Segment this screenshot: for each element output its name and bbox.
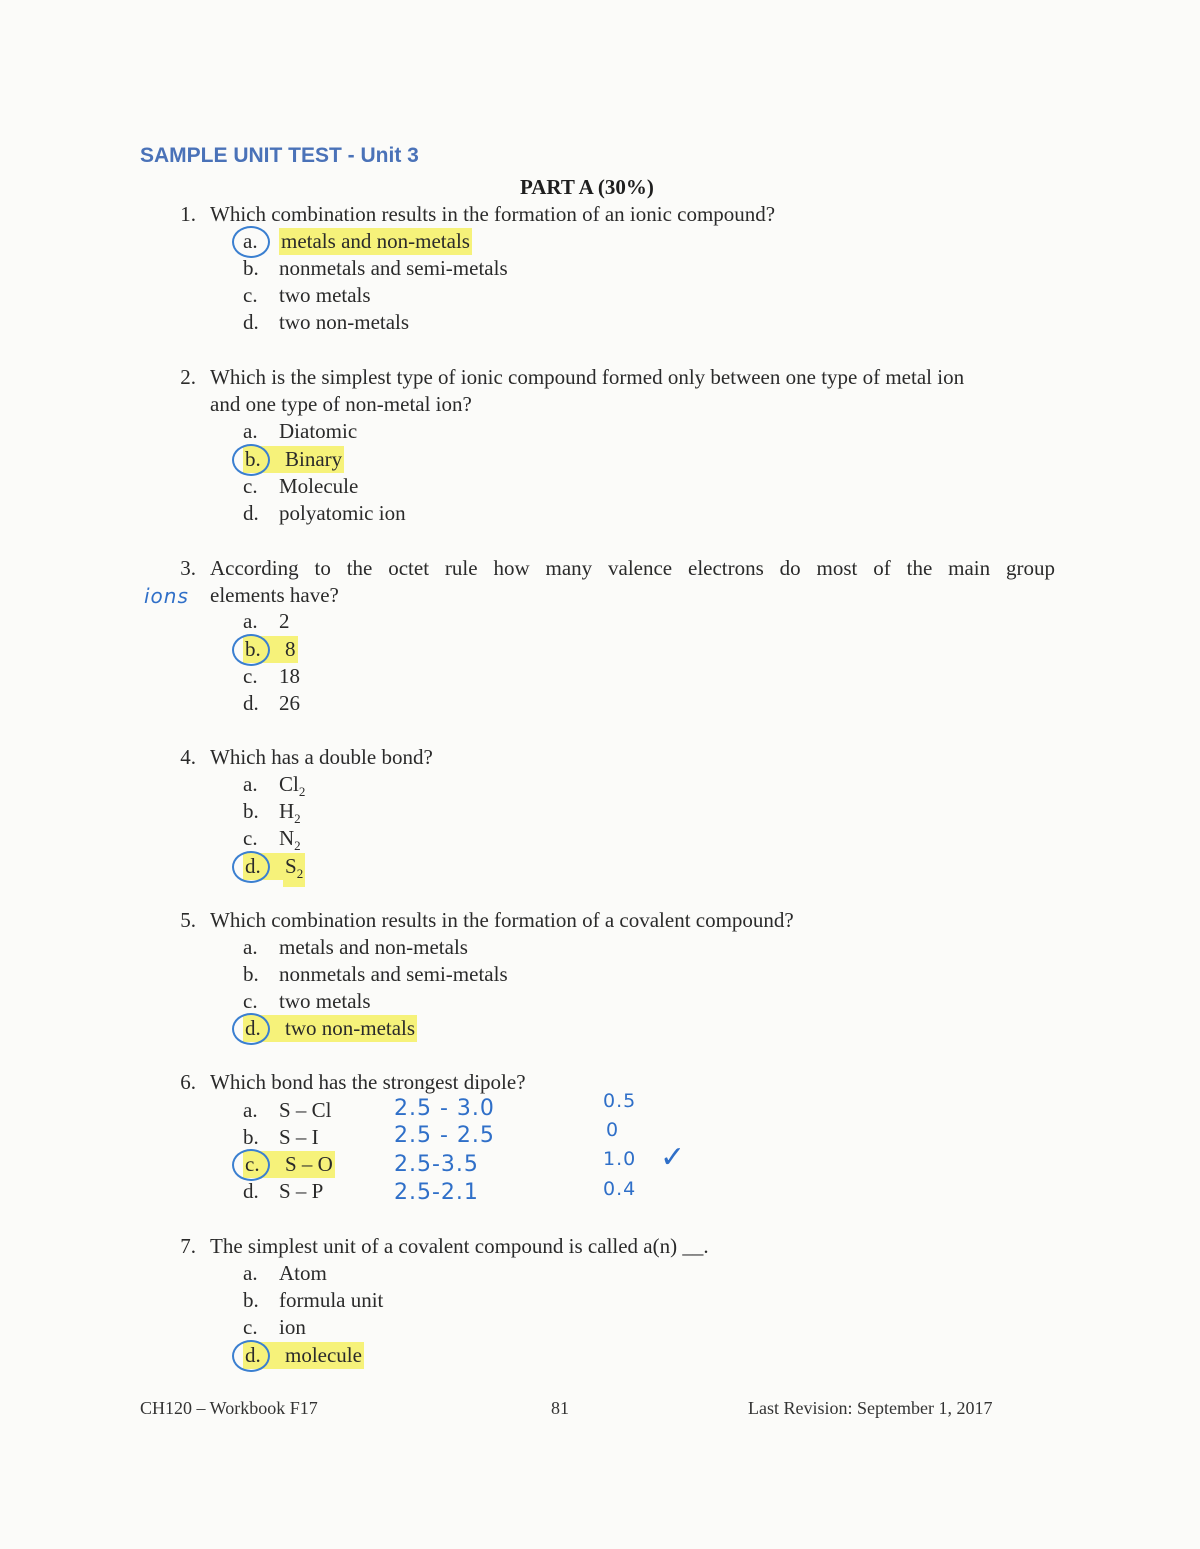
option-1c bbox=[243, 282, 371, 309]
option-text: two non-metals bbox=[285, 1016, 416, 1040]
option-5b bbox=[243, 961, 508, 988]
handwritten-en-pair: 2.5 - 2.5 bbox=[394, 1123, 495, 1148]
option-4a bbox=[243, 771, 305, 798]
option-letter: a. bbox=[243, 229, 258, 253]
handwritten-checkmark-icon: ✓ bbox=[660, 1140, 687, 1175]
option-text: polyatomic ion bbox=[279, 501, 406, 525]
question-text: Which combination results in the formation of a covalent compound? bbox=[210, 908, 794, 932]
option-text: ion bbox=[279, 1315, 306, 1339]
footer-course: CH120 – Workbook F17 bbox=[140, 1398, 318, 1418]
option-letter: c. bbox=[245, 1152, 260, 1176]
footer-page-number: 81 bbox=[551, 1398, 569, 1418]
option-5a bbox=[243, 934, 468, 961]
option-letter: a. bbox=[243, 419, 258, 443]
option-1a bbox=[243, 228, 472, 255]
option-text: nonmetals and semi-metals bbox=[279, 962, 508, 986]
question-number: 2. bbox=[180, 365, 196, 389]
answer-circle bbox=[232, 851, 270, 883]
subscript: 2 bbox=[296, 866, 304, 882]
option-text: 8 bbox=[285, 637, 296, 661]
option-letter: b. bbox=[243, 1125, 259, 1149]
question-text: The simplest unit of a covalent compound is called a(n) __. bbox=[210, 1234, 709, 1258]
option-7b bbox=[243, 1287, 383, 1314]
option-2c bbox=[243, 473, 358, 500]
option-text: formula unit bbox=[279, 1288, 384, 1312]
option-5d bbox=[243, 1015, 417, 1042]
option-letter: d. bbox=[245, 854, 261, 878]
subscript: 2 bbox=[294, 811, 301, 827]
option-text: S – P bbox=[279, 1179, 324, 1203]
option-text: molecule bbox=[285, 1343, 362, 1367]
option-letter: d. bbox=[243, 1179, 259, 1203]
question-number: 7. bbox=[180, 1234, 196, 1258]
question-number: 6. bbox=[180, 1070, 196, 1094]
option-text: Molecule bbox=[279, 474, 359, 498]
question-text: Which combination results in the formation of an ionic compound? bbox=[210, 202, 776, 226]
option-text: S – O bbox=[285, 1152, 333, 1176]
answer-circle bbox=[232, 226, 270, 258]
question-text: According to the octet rule how many valence electrons do most of the main group bbox=[210, 556, 1055, 580]
option-3c bbox=[243, 663, 300, 690]
option-2b bbox=[243, 446, 344, 473]
option-6b bbox=[243, 1124, 319, 1151]
option-letter: c. bbox=[243, 989, 258, 1013]
option-4c bbox=[243, 825, 301, 852]
option-letter: d. bbox=[243, 691, 259, 715]
option-7d bbox=[243, 1342, 364, 1369]
option-text: Diatomic bbox=[279, 419, 358, 443]
option-1b bbox=[243, 255, 508, 282]
answer-circle bbox=[232, 1013, 270, 1045]
option-4b bbox=[243, 798, 301, 825]
option-text: S – Cl bbox=[279, 1098, 332, 1122]
option-7a bbox=[243, 1260, 327, 1287]
option-text: S bbox=[285, 854, 297, 878]
question-number: 1. bbox=[180, 202, 196, 226]
option-3a bbox=[243, 608, 290, 635]
option-1d bbox=[243, 309, 409, 336]
option-text: H bbox=[279, 799, 295, 823]
question-text: Which is the simplest type of ionic compound formed only between one type of metal ion bbox=[210, 365, 965, 389]
option-text: two non-metals bbox=[279, 310, 410, 334]
option-letter: d. bbox=[245, 1016, 261, 1040]
handwritten-en-diff: 1.0 bbox=[603, 1148, 637, 1170]
option-text: N bbox=[279, 826, 295, 850]
option-3b bbox=[243, 636, 298, 663]
option-text: Binary bbox=[285, 447, 343, 471]
question-text: Which bond has the strongest dipole? bbox=[210, 1070, 526, 1094]
question-number: 5. bbox=[180, 908, 196, 932]
option-text: S – I bbox=[279, 1125, 319, 1149]
part-title: PART A (30%) bbox=[520, 175, 654, 199]
option-2a bbox=[243, 418, 357, 445]
option-letter: c. bbox=[243, 826, 258, 850]
option-6a bbox=[243, 1097, 332, 1124]
question-text-line2: elements have? bbox=[210, 583, 339, 607]
option-letter: b. bbox=[243, 962, 259, 986]
option-letter: c. bbox=[243, 1315, 258, 1339]
answer-circle bbox=[232, 634, 270, 666]
option-5c bbox=[243, 988, 371, 1015]
option-text: metals and non-metals bbox=[279, 935, 468, 959]
option-letter: a. bbox=[243, 1261, 258, 1285]
handwritten-en-pair: 2.5-2.1 bbox=[394, 1180, 479, 1205]
option-text: 18 bbox=[279, 664, 300, 688]
option-6c bbox=[243, 1151, 335, 1178]
option-letter: a. bbox=[243, 935, 258, 959]
question-text-line2: and one type of non-metal ion? bbox=[210, 392, 472, 416]
handwritten-en-diff: 0.4 bbox=[603, 1178, 637, 1200]
option-text: two metals bbox=[279, 283, 371, 307]
handwritten-en-diff: 0 bbox=[606, 1119, 620, 1141]
handwritten-ions-note: ions bbox=[144, 584, 189, 608]
option-letter: a. bbox=[243, 1098, 258, 1122]
answer-circle bbox=[232, 1340, 270, 1372]
answer-circle bbox=[232, 1149, 270, 1181]
handwritten-en-diff: 0.5 bbox=[603, 1090, 637, 1112]
option-letter: b. bbox=[245, 637, 261, 661]
option-letter: b. bbox=[245, 447, 261, 471]
option-text: 2 bbox=[279, 609, 290, 633]
option-letter: d. bbox=[245, 1343, 261, 1367]
subscript: 2 bbox=[298, 784, 306, 800]
option-letter: d. bbox=[243, 310, 259, 334]
option-6d bbox=[243, 1178, 323, 1205]
option-letter: a. bbox=[243, 772, 258, 796]
handwritten-en-pair: 2.5-3.5 bbox=[394, 1152, 479, 1177]
option-2d bbox=[243, 500, 406, 527]
option-letter: a. bbox=[243, 609, 258, 633]
option-text: metals and non-metals bbox=[281, 229, 470, 253]
option-letter: b. bbox=[243, 1288, 259, 1312]
option-3d bbox=[243, 690, 300, 717]
option-text: Atom bbox=[279, 1261, 327, 1285]
option-text: Cl bbox=[279, 772, 299, 796]
option-text: 26 bbox=[279, 691, 300, 715]
option-letter: d. bbox=[243, 501, 259, 525]
unit-test-title: SAMPLE UNIT TEST - Unit 3 bbox=[140, 144, 419, 167]
footer-revision: Last Revision: September 1, 2017 bbox=[748, 1398, 993, 1418]
handwritten-en-pair: 2.5 - 3.0 bbox=[394, 1096, 495, 1121]
question-number: 4. bbox=[180, 745, 196, 769]
option-letter: c. bbox=[243, 474, 258, 498]
option-letter: b. bbox=[243, 256, 259, 280]
subscript: 2 bbox=[294, 838, 301, 854]
option-text: nonmetals and semi-metals bbox=[279, 256, 508, 280]
option-letter: c. bbox=[243, 283, 258, 307]
option-4d bbox=[243, 853, 305, 880]
question-text: Which has a double bond? bbox=[210, 745, 433, 769]
answer-circle bbox=[232, 444, 270, 476]
option-letter: c. bbox=[243, 664, 258, 688]
option-7c bbox=[243, 1314, 306, 1341]
question-number: 3. bbox=[180, 556, 196, 580]
option-text: two metals bbox=[279, 989, 371, 1013]
option-letter: b. bbox=[243, 799, 259, 823]
